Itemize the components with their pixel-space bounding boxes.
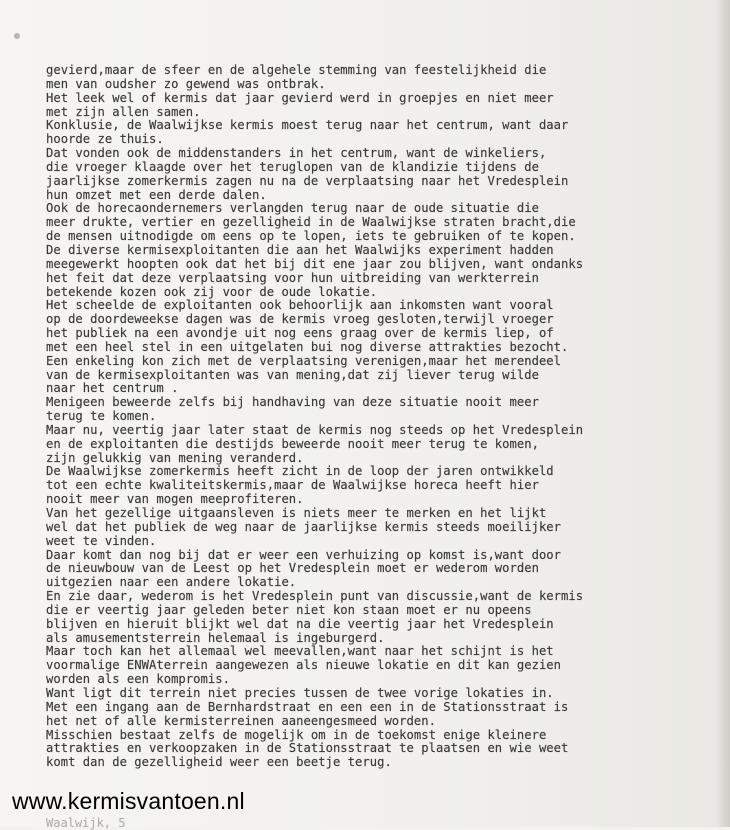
text-line: Daar komt dan nog bij dat er weer een verhuizing op komst is,want door (46, 547, 562, 562)
text-line: worden als een kompromis. (46, 672, 230, 687)
text-line: betekende kozen ook zij voor de oude lokatie. (46, 284, 378, 299)
website-watermark: www.kermisvantoen.nl (12, 788, 245, 814)
text-line: het feit dat deze verplaatsing voor hun uitbreiding van werkterrein (46, 270, 539, 285)
text-line: zijn gelukkig van mening veranderd. (46, 450, 304, 465)
text-line: voormalige ENWAterrein aangewezen als nieuwe lokatie en dit kan gezien (46, 658, 562, 673)
page-edge-shadow (716, 0, 730, 827)
text-line: jaarlijkse zomerkermis zagen nu na de verplaatsing naar het Vredesplein (46, 173, 569, 188)
text-line: Want ligt dit terrein niet precies tussen de twee vorige lokaties in. (46, 685, 554, 700)
text-line: Konklusie, de Waalwijkse kermis moest terug naar het centrum, want daar (46, 118, 569, 133)
text-line: wel dat het publiek de weg naar de jaarlijkse kermis steeds moeilijker (46, 519, 562, 534)
text-line: Maar toch kan het allemaal wel meevallen,want naar het schijnt is het (46, 644, 554, 659)
text-line: die er veertig jaar geleden beter niet kon staan moet er nu opeens (46, 602, 532, 617)
text-line: met zijn allen samen. (46, 104, 201, 119)
text-line: hoorde ze thuis. (46, 132, 164, 147)
text-line: En zie daar, wederom is het Vredesplein punt van discussie,want de kermis (46, 589, 584, 604)
text-line: en de exploitanten die destijds beweerde nooit meer terug te komen, (46, 436, 539, 451)
text-line: naar het centrum . (46, 381, 179, 396)
text-line: Een enkeling kon zich met de verplaatsing verenigen,maar het merendeel (46, 353, 562, 368)
text-line: die vroeger klaagde over het teruglopen van de klandizie tijdens de (46, 159, 539, 174)
punch-hole-mark (14, 33, 20, 39)
text-line: terug te komen. (46, 409, 157, 424)
text-line: hun omzet met een derde dalen. (46, 187, 267, 202)
text-line: Het leek wel of kermis dat jaar gevierd werd in groepjes en niet meer (46, 90, 554, 105)
text-line: met een heel stel in een uitgelaten bui nog diverse attrakties bezocht. (46, 339, 569, 354)
text-line: De diverse kermisexploitanten die aan het Waalwijks experiment hadden (46, 242, 554, 257)
text-line: Van het gezellige uitgaansleven is niets meer te merken en het lijkt (46, 506, 547, 520)
text-line: als amusementsterrein helemaal is ingeburgerd. (46, 630, 385, 645)
text-line: het publiek na een avondje uit nog eens graag over de kermis liep, of (46, 326, 554, 341)
text-line: de mensen uitnodigde om eens op te lopen, iets te gebruiken of te kopen. (46, 229, 576, 244)
text-line: Ook de horecaondernemers verlangden terug naar de oude situatie die (46, 201, 539, 216)
text-line: Menigeen beweerde zelfs bij handhaving van deze situatie nooit meer (46, 395, 539, 410)
text-line: men van oudsher zo gewend was ontbrak. (46, 76, 326, 91)
typewritten-text-block (46, 64, 716, 770)
text-line: het net of alle kermisterreinen aaneengesmeed worden. (46, 713, 436, 728)
text-line: Misschien bestaat zelfs de mogelijk om in de toekomst enige kleinere (46, 727, 547, 742)
text-line: meegewerkt hoopten ook dat het bij dit ene jaar zou blijven, want ondanks (46, 256, 584, 271)
text-line: Het scheelde de exploitanten ook behoorlijk aan inkomsten want vooral (46, 298, 554, 313)
text-line: op de doordeweekse dagen was de kermis vroeg gesloten,terwijl vroeger (46, 312, 554, 327)
text-line: weet te vinden. (46, 533, 157, 548)
text-line: komt dan de gezelligheid weer een beetje terug. (46, 755, 392, 770)
text-line: gevierd,maar de sfeer en de algehele stemming van feestelijkheid die (46, 63, 547, 77)
text-line: Maar nu, veertig jaar later staat de kermis nog steeds op het Vredesplein (46, 422, 584, 437)
text-line: meer drukte, vertier en gezelligheid in de Waalwijkse straten bracht,die (46, 215, 576, 230)
text-line: tot een echte kwaliteitskermis,maar de Waalwijkse horeca heeft hier (46, 478, 539, 493)
text-line: Dat vonden ook de middenstanders in het centrum, want de winkeliers, (46, 146, 547, 161)
text-line: De Waalwijkse zomerkermis heeft zicht in de loop der jaren ontwikkeld (46, 464, 554, 479)
text-line: blijven en hieruit blijkt wel dat na die veertig jaar het Vredesplein (46, 616, 554, 631)
text-line: Met een ingang aan de Bernhardstraat en een een in de Stationsstraat is (46, 699, 569, 714)
text-line: de nieuwbouw van de Leest op het Vredesplein moet er wederom worden (46, 561, 539, 576)
text-line: van de kermisexploitanten was van mening,dat zij liever terug wilde (46, 367, 539, 382)
text-line: attrakties en verkoopzaken in de Stationsstraat te plaatsen en wie weet (46, 741, 569, 756)
text-line: uitgezien naar een andere lokatie. (46, 575, 297, 590)
cut-off-footer-text: Waalwijk, 5 (46, 816, 126, 830)
text-line: nooit meer van mogen meeprofiteren. (46, 492, 304, 507)
